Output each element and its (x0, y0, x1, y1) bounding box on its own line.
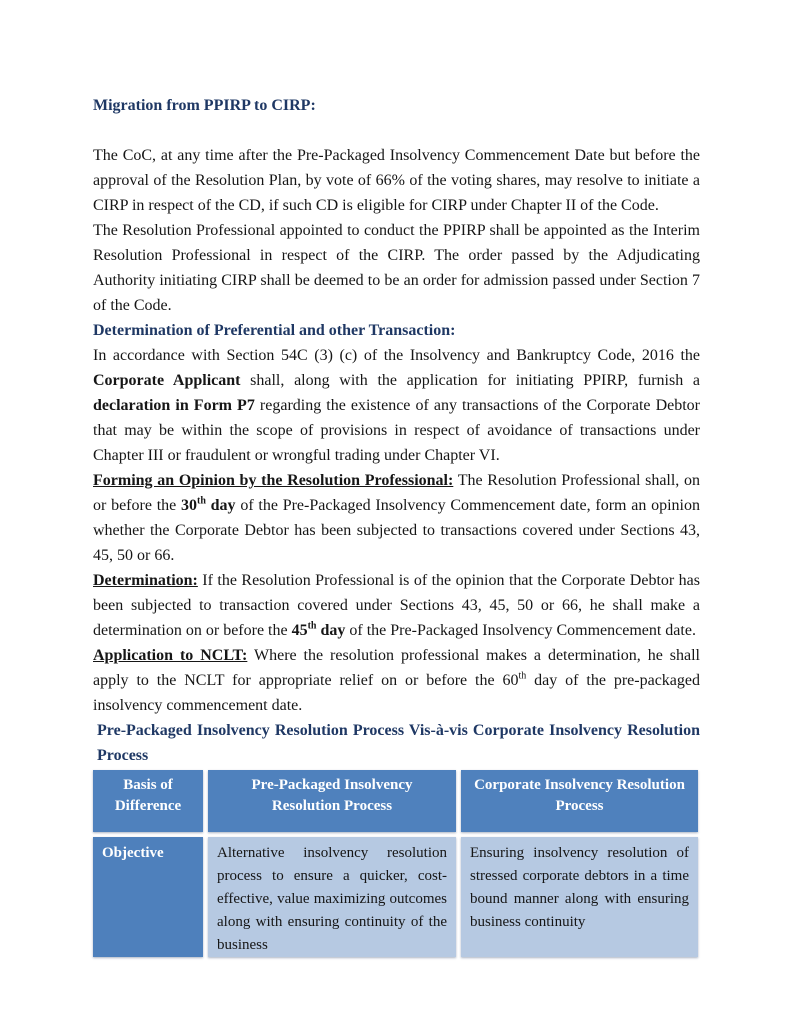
heading-ppirp-vs-cirp: Pre-Packaged Insolvency Resolution Process Vis-à-vis Corporate Insolvency Resolution Process (97, 722, 700, 764)
paragraph-section-54c-declaration: In accordance with Section 54C (3) (c) of the Insolvency and Bankruptcy Code, 2016 the Corporate Applicant shall, along with the application for initiating PPIRP, furnish a declaration in Form P7 regarding the existence of any transactions of the Corporate Debtor that may be within the scope of provisions in respect of avoidance of transactions under Chapter III or fraudulent or wrongful trading under Chapter VI. (93, 347, 701, 464)
table-header-cirp: Corporate Insolvency Resolution Process (461, 770, 698, 832)
table-header-ppirp: Pre-Packaged Insolvency Resolution Process (208, 770, 456, 832)
paragraph-forming-opinion: Forming an Opinion by the Resolution Professional: The Resolution Professional shall, on or before the 30th day of the Pre-Packaged Insolvency Commencement date, form an opinion whether the Corporate Debtor has been subjected to transactions covered under Sections 43, 45, 50 or 66. (93, 472, 700, 564)
table-cell-cirp-objective: Ensuring insolvency resolution of stressed corporate debtors in a time bound manner along with ensuring business continuity (461, 837, 698, 957)
heading-migration-ppirp-cirp: Migration from PPIRP to CIRP: (93, 97, 316, 114)
paragraph-coc-resolve-cirp: The CoC, at any time after the Pre-Packaged Insolvency Commencement Date but before the approval of the Resolution Plan, by vote of 66% of the voting shares, may resolve to initiate a CIRP in respect of the CD, if such CD is eligible for CIRP under Chapter II of the Code. (93, 147, 700, 214)
table-row-label-objective: Objective (93, 837, 203, 957)
paragraph-application-nclt: Application to NCLT: Where the resolution professional makes a determination, he shall apply to the NCLT for appropriate relief on or before the 60th day of the pre-packaged insolvency commencement date. (93, 647, 701, 714)
paragraph-rp-appointed-irp: The Resolution Professional appointed to conduct the PPIRP shall be appointed as the Interim Resolution Professional in respect of the CIRP. The order passed by the Adjudicating Authority initiating CIRP shall be deemed to be an order for admission passed under Section 7 of the Code. (93, 222, 700, 314)
heading-determination-transactions: Determination of Preferential and other Transaction: (93, 322, 456, 339)
comparison-table (93, 770, 698, 957)
table-cell-ppirp-objective: Alternative insolvency resolution process to ensure a quicker, cost-effective, value maximizing outcomes along with ensuring continuity of the business (208, 837, 456, 957)
table-header-basis-of-difference: Basis of Difference (93, 770, 203, 832)
paragraph-determination: Determination: If the Resolution Professional is of the opinion that the Corporate Debtor has been subjected to transaction covered under Sections 43, 45, 50 or 66, he shall make a determination on or before the 45th day of the Pre-Packaged Insolvency Commencement date. (93, 572, 700, 639)
